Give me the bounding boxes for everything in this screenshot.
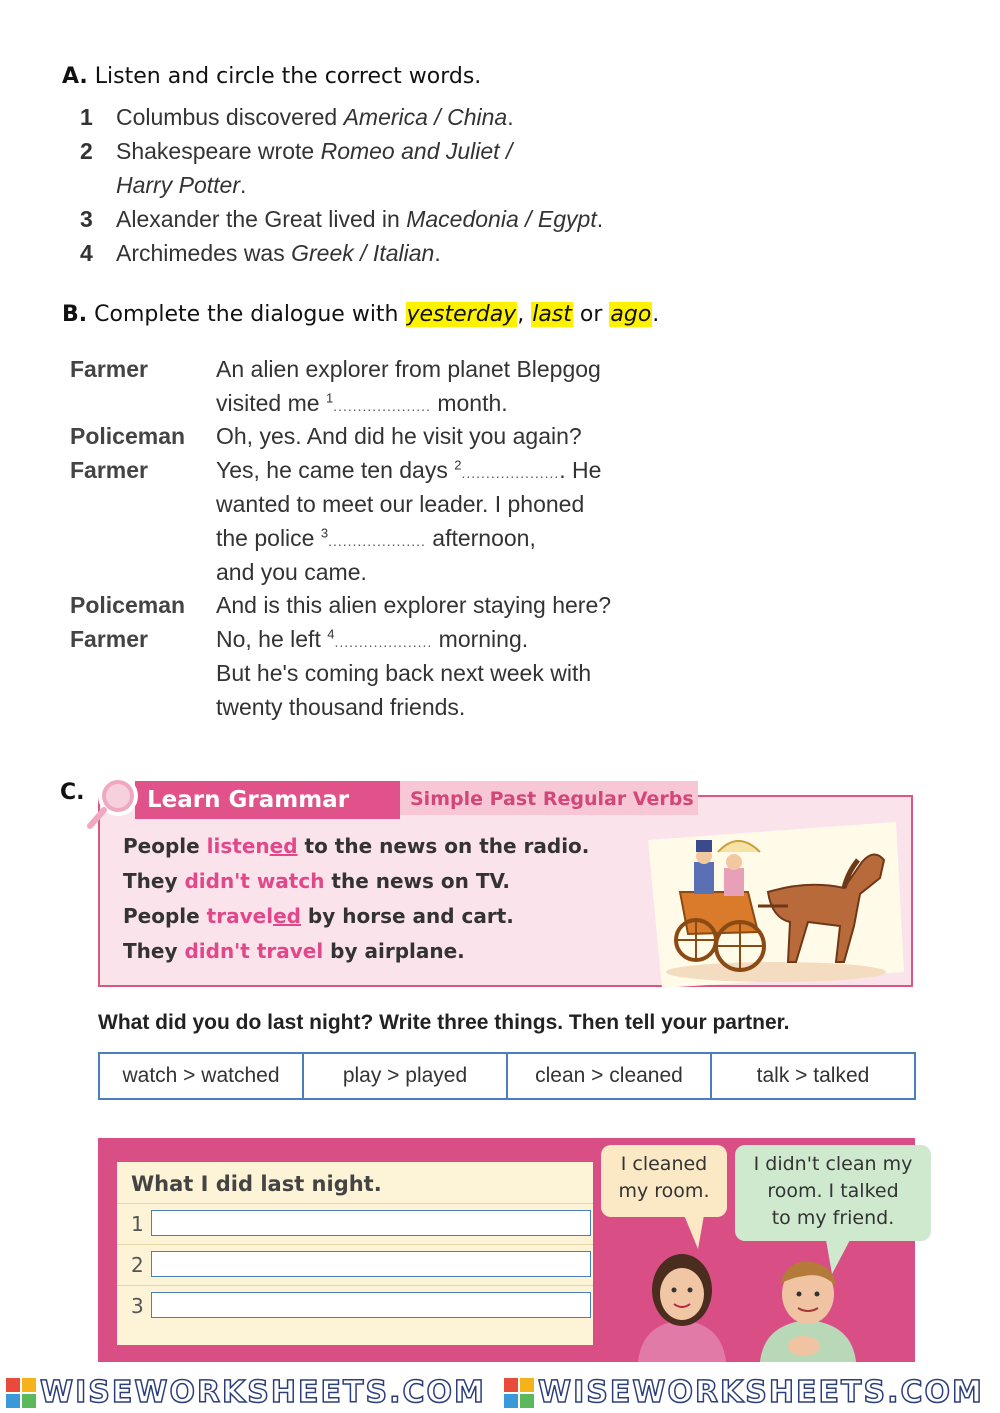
verb-ending: ed: [273, 904, 301, 928]
answer-input-2[interactable]: [151, 1251, 591, 1277]
dialogue-line: Yes, he came ten days: [216, 457, 455, 483]
example-text: They: [123, 869, 185, 893]
item-number: 3: [80, 206, 93, 232]
word-cell: watch > watched: [100, 1054, 304, 1098]
bubble-line: room. I talked: [767, 1180, 899, 1202]
item-choice[interactable]: Greek / Italian: [291, 240, 435, 266]
example-text: the news on TV.: [324, 869, 510, 893]
bubble-line: I cleaned: [620, 1153, 708, 1175]
blank-1[interactable]: ....................: [333, 398, 431, 414]
boy-photo: [748, 1248, 868, 1362]
blank-3[interactable]: ....................: [328, 533, 426, 549]
highlight-word-last: last: [532, 302, 572, 327]
item-choice[interactable]: Harry Potter: [116, 172, 240, 198]
speaker-policeman: Policeman: [70, 423, 186, 449]
item-text: Alexander the Great lived in: [116, 206, 407, 232]
grammar-subtitle: Simple Past Regular Verbs: [400, 781, 698, 815]
section-label: A.: [62, 64, 88, 89]
item-number: 1: [80, 104, 93, 130]
item-end: .: [239, 172, 247, 198]
bubble-line: to my friend.: [771, 1207, 895, 1229]
list-item: [80, 206, 680, 236]
highlight-word-yesterday: yesterday: [406, 302, 517, 327]
dialogue: [0, 356, 700, 736]
speech-bubble-boy: [735, 1145, 931, 1241]
watermark-text: WISEWORKSHEETS.COM: [538, 1375, 984, 1410]
blank-number: 1: [325, 390, 334, 406]
answer-input-3[interactable]: [151, 1292, 591, 1318]
dialogue-line: . He: [559, 457, 602, 483]
bubble-line: my room.: [618, 1180, 710, 1202]
note-row: [117, 1203, 593, 1244]
list-item: [80, 240, 680, 270]
verb-ending: ed: [269, 834, 298, 858]
dialogue-line: No, he left: [216, 626, 328, 652]
word-cell: clean > cleaned: [508, 1054, 712, 1098]
bubble-line: I didn't clean my: [753, 1153, 913, 1175]
section-b-instruction: Complete the dialogue with: [94, 302, 406, 327]
list-item: [80, 138, 680, 168]
notepad-title: What I did last night.: [131, 1172, 382, 1196]
verb-highlight: listen: [206, 834, 270, 858]
notepad: [117, 1162, 593, 1345]
logo-icon: [6, 1378, 36, 1408]
dialogue-line: An alien explorer from planet Blepgog: [216, 356, 601, 382]
speaker-farmer: Farmer: [70, 457, 148, 483]
footer-watermark: [0, 1372, 1000, 1413]
speech-bubble-girl: [601, 1145, 727, 1217]
word-cell: play > played: [304, 1054, 508, 1098]
blank-2[interactable]: ....................: [461, 465, 560, 481]
row-number: 1: [131, 1212, 144, 1236]
item-text: Columbus discovered: [116, 104, 344, 130]
dialogue-line: But he's coming back next week with: [216, 660, 592, 686]
item-choice[interactable]: America / China: [343, 104, 508, 130]
item-choice[interactable]: Macedonia / Egypt: [406, 206, 597, 232]
speaker-policeman: Policeman: [70, 592, 186, 618]
item-end: .: [507, 104, 514, 130]
period: .: [652, 302, 660, 327]
example-sentence: [123, 904, 514, 928]
grammar-examples: [123, 834, 643, 974]
dialogue-line: twenty thousand friends.: [216, 694, 466, 720]
dialogue-line: and you came.: [216, 559, 367, 585]
list-item: [80, 104, 680, 134]
item-end: .: [596, 206, 604, 232]
section-label: C.: [60, 780, 85, 805]
verb-highlight: travel: [206, 904, 274, 928]
note-row: [117, 1285, 593, 1326]
section-a-list: [80, 104, 680, 274]
dialogue-line: wanted to meet our leader. I phoned: [216, 491, 585, 517]
example-text: People: [123, 904, 207, 928]
item-number: 4: [80, 240, 93, 266]
separator: ,: [517, 302, 532, 327]
example-text: by horse and cart.: [300, 904, 514, 928]
blank-4[interactable]: ....................: [334, 634, 433, 650]
girl-photo: [622, 1246, 742, 1362]
watermark-text: WISEWORKSHEETS.COM: [40, 1375, 486, 1410]
item-choice[interactable]: Romeo and Juliet /: [320, 138, 513, 164]
blank-number: 4: [327, 626, 335, 642]
section-label: B.: [62, 302, 88, 327]
verb-highlight: didn't watch: [184, 869, 325, 893]
dialogue-line: afternoon,: [425, 525, 536, 551]
speaker-farmer: Farmer: [70, 356, 148, 382]
section-a-instruction: Listen and circle the correct words.: [94, 64, 482, 89]
answer-input-1[interactable]: [151, 1210, 591, 1236]
example-text: People: [123, 834, 207, 858]
dialogue-line: And is this alien explorer staying here?: [216, 592, 612, 618]
example-text: to the news on the radio.: [297, 834, 590, 858]
list-item: [80, 172, 680, 202]
dialogue-line: morning.: [432, 626, 529, 652]
speaker-farmer: Farmer: [70, 626, 148, 652]
blank-number: 2: [454, 457, 462, 473]
item-number: 2: [80, 138, 93, 164]
section-a-heading: [62, 64, 481, 89]
dialogue-line: Oh, yes. And did he visit you again?: [216, 423, 582, 449]
item-end: .: [434, 240, 441, 266]
item-text: Shakespeare wrote: [116, 138, 321, 164]
blank-number: 3: [320, 525, 329, 541]
row-number: 3: [131, 1294, 144, 1318]
highlight-word-ago: ago: [610, 302, 652, 327]
note-row: [117, 1244, 593, 1285]
row-number: 2: [131, 1253, 144, 1277]
grammar-title: Learn Grammar: [135, 781, 400, 819]
word-table: [98, 1052, 916, 1100]
writing-question: What did you do last night? Write three things. Then tell your partner.: [98, 1011, 790, 1034]
example-text: They: [123, 939, 185, 963]
logo-icon: [504, 1378, 534, 1408]
verb-highlight: didn't travel: [184, 939, 324, 963]
example-sentence: [123, 939, 465, 963]
dialogue-line: the police: [216, 525, 321, 551]
example-text: by airplane.: [323, 939, 465, 963]
example-sentence: [123, 834, 589, 858]
section-b-heading: [62, 302, 659, 327]
example-sentence: [123, 869, 510, 893]
dialogue-line: visited me: [216, 390, 326, 416]
bubble-tail: [684, 1215, 704, 1249]
dialogue-line: month.: [430, 390, 508, 416]
item-text: Archimedes was: [116, 240, 292, 266]
magnifier-icon: [84, 772, 142, 830]
word-cell: talk > talked: [756, 1064, 870, 1087]
horse-cart-illustration: [648, 822, 904, 988]
separator: or: [572, 302, 610, 327]
